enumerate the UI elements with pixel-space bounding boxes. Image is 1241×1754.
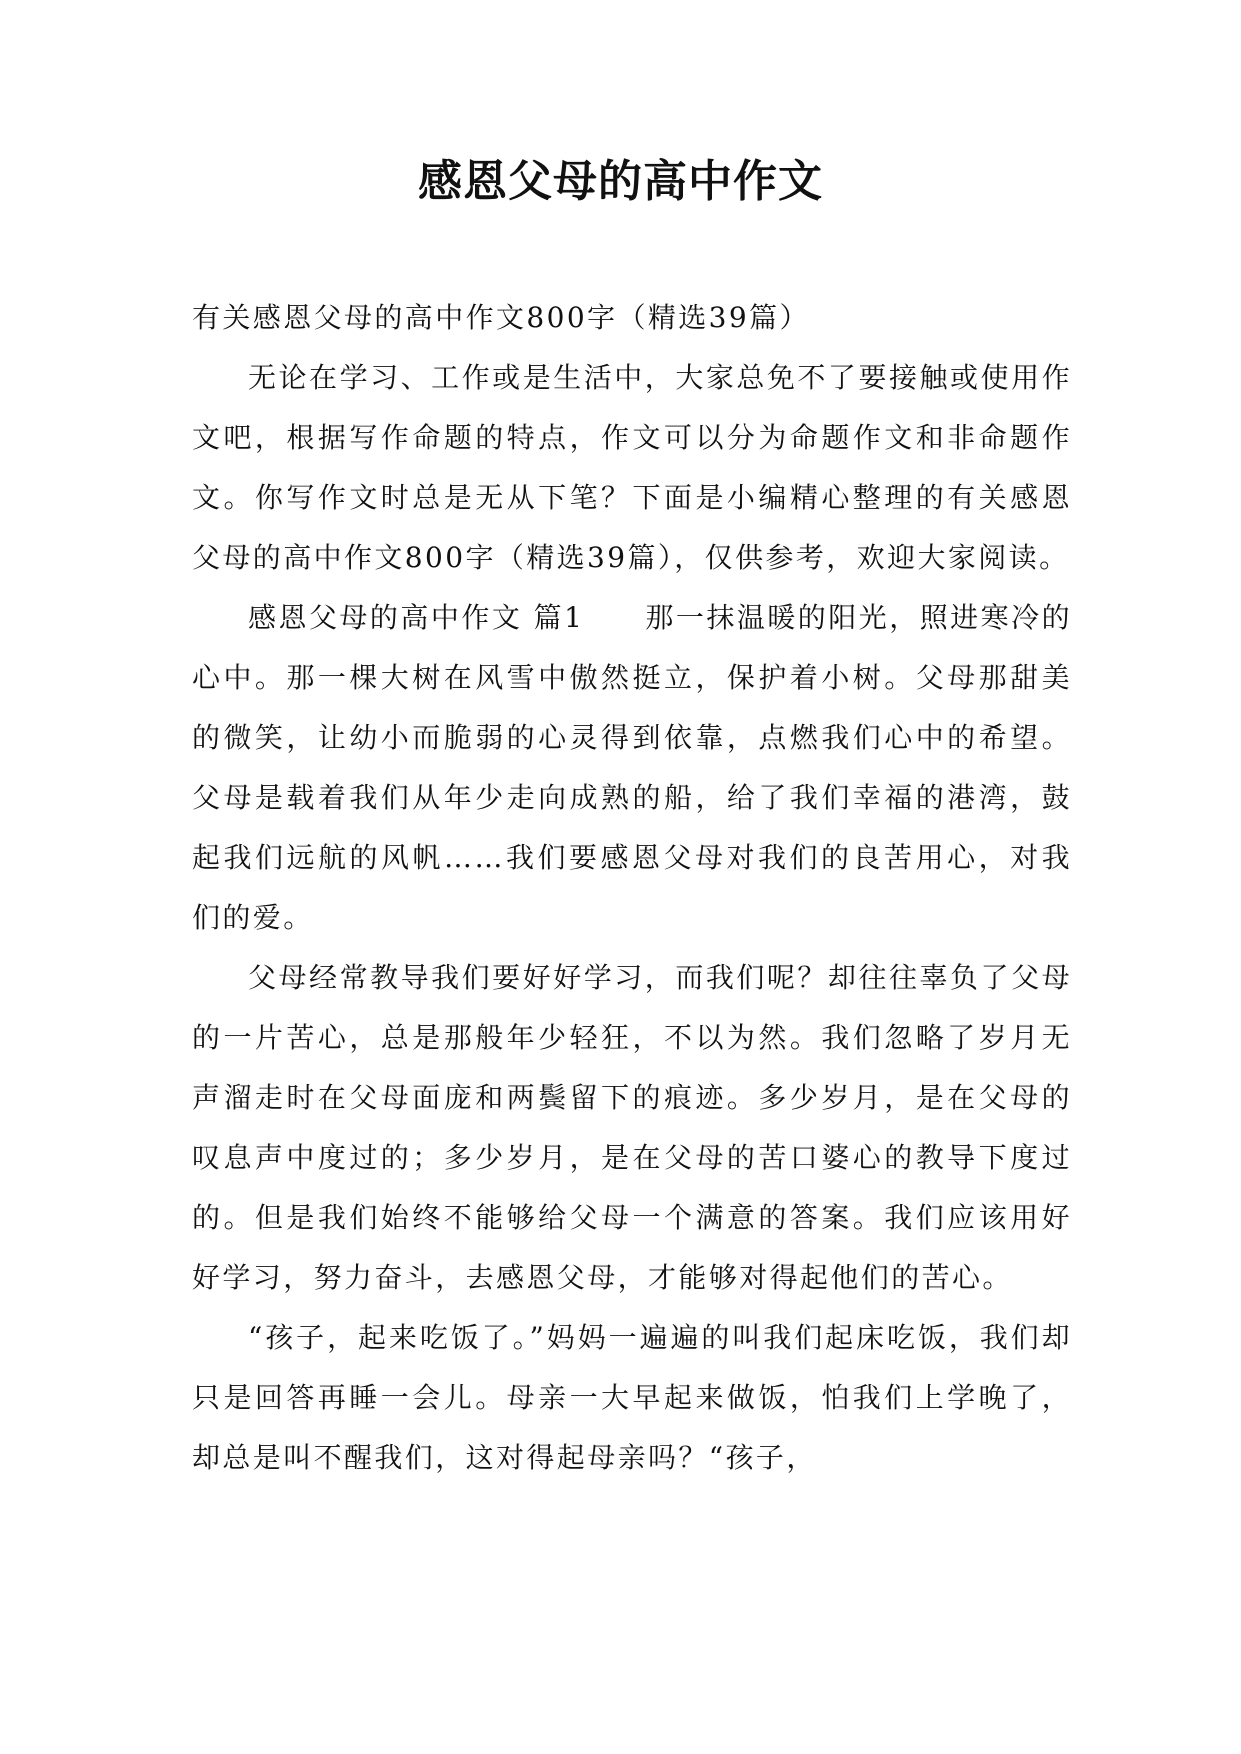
essay-1-paragraph-1: 感恩父母的高中作文 篇1 那一抹温暖的阳光，照进寒冷的心中。那一棵大树在风雪中傲然挺立，保护着小树。父母那甜美的微笑，让幼小而脆弱的心灵得到依靠，点燃我们心中的希望。父母是载着我们从年少走向成熟的船，给了我们幸福的港湾，鼓起我们远航的风帆……我们要感恩父母对我们的良苦用心，对我们的爱。	[192, 601, 1072, 934]
subtitle-paragraph: 有关感恩父母的高中作文800字（精选39篇）	[192, 301, 810, 334]
intro-paragraph: 无论在学习、工作或是生活中，大家总免不了要接触或使用作文吧，根据写作命题的特点，作文可以分为命题作文和非命题作文。你写作文时总是无从下笔？下面是小编精心整理的有关感恩父母的高中作文800字（精选39篇），仅供参考，欢迎大家阅读。	[192, 361, 1072, 574]
essay-1-paragraph-2: 父母经常教导我们要好好学习，而我们呢？却往往辜负了父母的一片苦心，总是那般年少轻狂，不以为然。我们忽略了岁月无声溜走时在父母面庞和两鬓留下的痕迹。多少岁月，是在父母的叹息声中度过的；多少岁月，是在父母的苦口婆心的教导下度过的。但是我们始终不能够给父母一个满意的答案。我们应该用好好学习，努力奋斗，去感恩父母，才能够对得起他们的苦心。	[192, 961, 1072, 1294]
document-body	[192, 288, 1072, 1488]
document-title: 感恩父母的高中作文	[418, 156, 823, 207]
essay-1-paragraph-3: “孩子，起来吃饭了。”妈妈一遍遍的叫我们起床吃饭，我们却只是回答再睡一会儿。母亲一大早起来做饭，怕我们上学晚了，却总是叫不醒我们，这对得起母亲吗？“孩子，	[192, 1321, 1072, 1474]
